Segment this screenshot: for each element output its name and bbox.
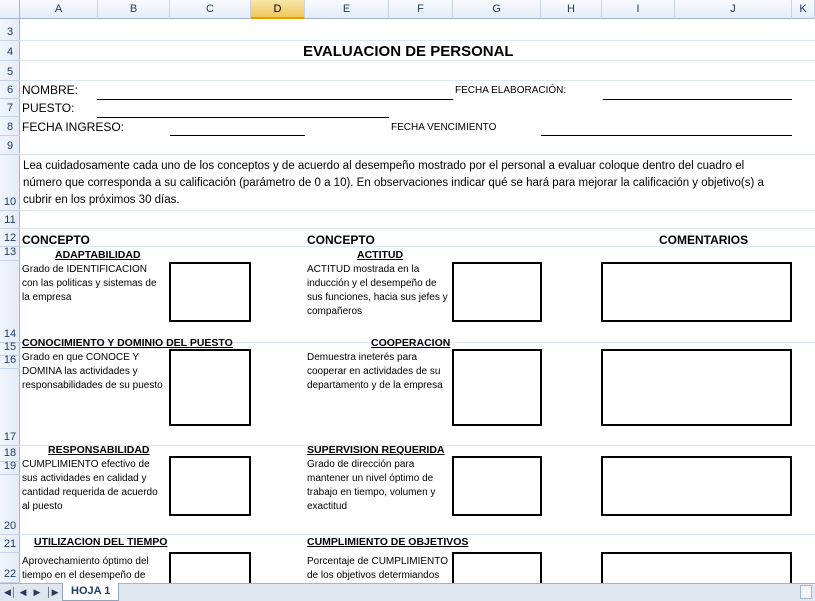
last-sheet-icon[interactable]: │▶ <box>46 587 59 597</box>
row-header[interactable]: 19 <box>0 462 20 475</box>
row-header[interactable]: 20 <box>0 475 20 535</box>
concept-desc-supervision: Grado de dirección para mantener un nivel óptimo de trabajo en tiempo, volumen y exactitud <box>307 459 436 512</box>
row-header[interactable]: 17 <box>0 369 20 446</box>
row-header[interactable]: 13 <box>0 247 20 261</box>
row-header[interactable]: 14 <box>0 261 20 343</box>
concept-desc-responsabilidad: CUMPLIMIENTO efectivo de sus actividades en calidad y cantidad requerida de acuerdo al puesto <box>22 459 158 512</box>
prev-sheet-icon[interactable]: ◀ <box>19 587 27 597</box>
column-header-bar <box>0 0 815 19</box>
column-header-g[interactable]: G <box>453 0 541 19</box>
score-box-cooperacion[interactable] <box>452 349 542 426</box>
score-box-supervision[interactable] <box>452 456 542 516</box>
score-box-cumplimiento[interactable] <box>452 552 542 583</box>
sheet-tab-bar <box>0 583 815 601</box>
row-header[interactable]: 4 <box>0 41 20 61</box>
concept-title-actitud: ACTITUD <box>357 249 404 261</box>
gridline <box>20 228 815 229</box>
concept-title-adaptabilidad: ADAPTABILIDAD <box>55 249 141 261</box>
concept-desc-actitud: ACTITUD mostrada en la inducción y el desempeño de sus funciones, hacia sus jefes y compañeros <box>307 264 448 317</box>
score-box-utilizacion[interactable] <box>169 552 251 583</box>
gridline <box>20 534 815 535</box>
form-title: EVALUACION DE PERSONAL <box>303 43 514 60</box>
row-header[interactable]: 6 <box>0 81 20 99</box>
concepto-header-left: CONCEPTO <box>22 233 90 247</box>
fecha-vencimiento-label: FECHA VENCIMIENTO <box>391 122 497 133</box>
comment-box-4[interactable] <box>601 552 792 583</box>
score-box-responsabilidad[interactable] <box>169 456 251 516</box>
row-header[interactable]: 18 <box>0 446 20 462</box>
fecha-ingreso-label: FECHA INGRESO: <box>22 120 125 134</box>
comment-box-1[interactable] <box>601 262 792 322</box>
column-header-f[interactable]: F <box>389 0 453 19</box>
worksheet[interactable] <box>20 19 815 583</box>
concept-title-cumplimiento: CUMPLIMIENTO DE OBJETIVOS <box>307 536 469 548</box>
row-header[interactable]: 9 <box>0 136 20 155</box>
comment-box-3[interactable] <box>601 456 792 516</box>
concept-desc-adaptabilidad: Grado de IDENTIFICACION con las politicas y sistemas de la empresa <box>22 264 157 303</box>
row-header[interactable]: 5 <box>0 61 20 81</box>
column-header-j[interactable]: J <box>675 0 792 19</box>
comentarios-header: COMENTARIOS <box>659 233 749 247</box>
sheet-tab-hoja1[interactable]: HOJA 1 <box>62 583 119 601</box>
first-sheet-icon[interactable]: ◀│ <box>4 587 17 597</box>
fecha-elaboracion-field-line[interactable] <box>603 99 792 100</box>
column-header-a[interactable]: A <box>20 0 98 19</box>
concept-title-utilizacion: UTILIZACION DEL TIEMPO <box>34 536 168 548</box>
concept-desc-utilizacion: Aprovechamiento óptimo del tiempo en el desempeño de <box>22 556 149 581</box>
row-header[interactable]: 3 <box>0 19 20 41</box>
concept-title-supervision: SUPERVISION REQUERIDA <box>307 444 445 456</box>
horizontal-scroll-handle[interactable] <box>800 585 812 599</box>
fecha-ingreso-field-line[interactable] <box>170 135 305 136</box>
comment-box-2[interactable] <box>601 349 792 426</box>
row-header[interactable]: 22 <box>0 553 20 583</box>
column-header-b[interactable]: B <box>98 0 170 19</box>
column-header-h[interactable]: H <box>541 0 602 19</box>
concepto-header-right: CONCEPTO <box>307 233 375 247</box>
next-sheet-icon[interactable]: ▶ <box>33 587 41 597</box>
puesto-field-line[interactable] <box>97 117 389 118</box>
instructions-text: Lea cuidadosamente cada uno de los conceptos y de acuerdo al desempeño mostrado por el personal a evaluar coloque dentro del cuadro el número que corresponda a su calificación (parámetro de 0 a 10). En observaciones indicar qué se hará para mejorar la calificación y objetivo(s) a cubrir en los próximos 30 días. <box>23 160 764 206</box>
gridline <box>20 40 815 41</box>
select-all-corner[interactable] <box>0 0 20 19</box>
concept-title-cooperacion: COOPERACION <box>371 337 451 349</box>
nombre-field-line[interactable] <box>97 99 453 100</box>
nombre-label: NOMBRE: <box>22 83 79 97</box>
row-header[interactable]: 16 <box>0 356 20 369</box>
concept-desc-conocimiento: Grado en que CONOCE Y DOMINA las actividades y responsabilidades de su puesto <box>22 352 163 391</box>
gridline <box>20 154 815 155</box>
score-box-adaptabilidad[interactable] <box>169 262 251 322</box>
row-header[interactable]: 12 <box>0 229 20 247</box>
row-header-bar <box>0 19 20 583</box>
column-header-c[interactable]: C <box>170 0 251 19</box>
row-header[interactable]: 10 <box>0 155 20 211</box>
row-header[interactable]: 21 <box>0 535 20 553</box>
column-header-i[interactable]: I <box>602 0 675 19</box>
row-header[interactable]: 8 <box>0 117 20 136</box>
score-box-actitud[interactable] <box>452 262 542 322</box>
puesto-label: PUESTO: <box>22 101 75 115</box>
fecha-vencimiento-field-line[interactable] <box>541 135 792 136</box>
row-header[interactable]: 7 <box>0 99 20 117</box>
row-header[interactable]: 11 <box>0 211 20 229</box>
concept-desc-cooperacion: Demuestra ineterés para cooperar en actividades de su departamento y de la empresa <box>307 352 443 391</box>
row-header[interactable]: 15 <box>0 343 20 356</box>
concept-title-conocimiento: CONOCIMIENTO Y DOMINIO DEL PUESTO <box>22 337 233 349</box>
concept-title-responsabilidad: RESPONSABILIDAD <box>48 444 150 456</box>
column-header-k[interactable]: K <box>792 0 815 19</box>
column-header-d[interactable]: D <box>251 0 305 19</box>
column-header-e[interactable]: E <box>305 0 389 19</box>
concept-desc-cumplimiento: Porcentaje de CUMPLIMIENTO de los objetivos determiandos <box>307 556 448 581</box>
fecha-elaboracion-label: FECHA ELABORACIÓN: <box>455 85 567 96</box>
gridline <box>20 80 815 81</box>
gridline <box>20 60 815 61</box>
score-box-conocimiento[interactable] <box>169 349 251 426</box>
gridline <box>20 210 815 211</box>
